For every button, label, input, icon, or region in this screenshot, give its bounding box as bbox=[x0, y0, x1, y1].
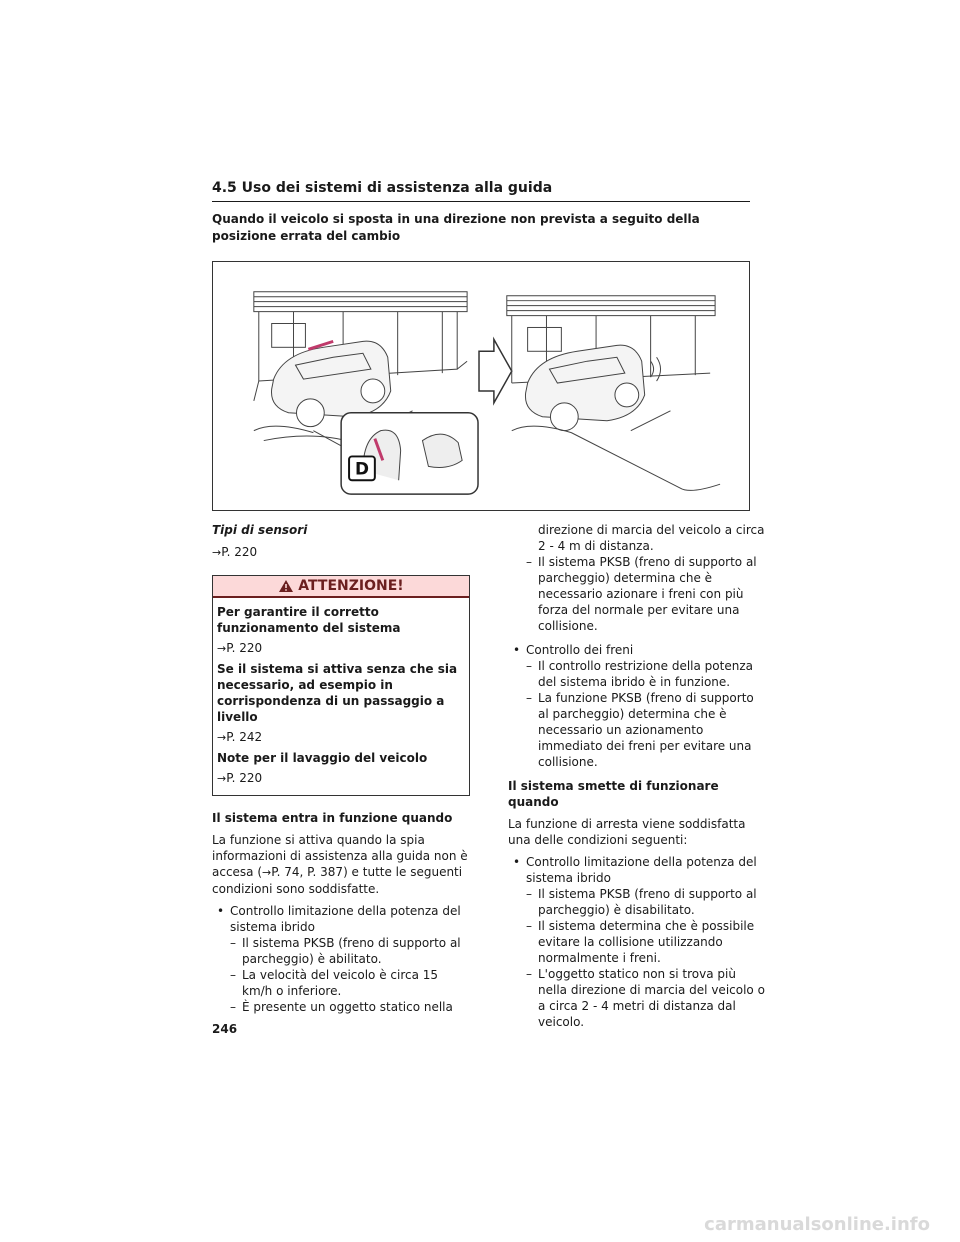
activation-sub-item: – La velocità del veicolo è circa 15 km/h o inferiore. bbox=[230, 968, 439, 998]
ref-arrow-icon: → bbox=[217, 642, 227, 655]
deactivation-sub-item: – Il sistema PKSB (freno di supporto al parcheggio) è disabilitato. bbox=[526, 887, 757, 917]
transition-arrow-icon bbox=[479, 339, 512, 402]
ref-arrow-icon: → bbox=[212, 546, 222, 559]
page-number: 246 bbox=[212, 1022, 238, 1036]
activation-bullet: • Controllo dei freni bbox=[508, 642, 766, 658]
warning-item-heading: Se il sistema si attiva senza che sia necessario, ad esempio in corrispondenza di un passaggio a livello bbox=[217, 662, 458, 724]
activation-bullet: • Controllo limitazione della potenza del sistema ibrido bbox=[212, 903, 470, 935]
gear-d-badge bbox=[349, 456, 375, 480]
activation-intro-refs[interactable]: P. 74, P. 387 bbox=[271, 865, 344, 879]
ref-arrow-icon: → bbox=[262, 866, 272, 879]
right-column bbox=[508, 522, 766, 1030]
warning-header bbox=[213, 576, 469, 598]
warning-item-ref[interactable]: →P. 220 bbox=[217, 641, 263, 655]
right-bins-icon bbox=[528, 327, 562, 351]
activation-sub-item: – La funzione PKSB (freno di supporto al parcheggio) determina che è necessario un azionamento immediato dei freni per evitare una collisione. bbox=[526, 691, 754, 769]
left-bins-icon bbox=[272, 324, 306, 348]
warning-item-heading: Note per il lavaggio del veicolo bbox=[217, 751, 428, 765]
deactivation-sub-item: – Il sistema determina che è possibile evitare la collisione utilizzando normalmente i freni. bbox=[526, 919, 755, 965]
activation-sub-item: – Il sistema PKSB (freno di supporto al parcheggio) determina che è necessario azionare i freni con più forza del normale per evitare una collisione. bbox=[526, 555, 757, 633]
parking-illustration bbox=[212, 261, 750, 511]
gear-letter: D bbox=[354, 458, 369, 479]
warning-body bbox=[213, 598, 469, 795]
sensor-types-ref[interactable]: →P. 220 bbox=[212, 545, 258, 559]
activation-sub-item: – Il controllo restrizione della potenza del sistema ibrido è in funzione. bbox=[526, 659, 753, 689]
sensor-types-heading: Tipi di sensori bbox=[212, 523, 308, 537]
ref-arrow-icon: → bbox=[217, 772, 227, 785]
warning-title: ATTENZIONE! bbox=[298, 578, 404, 594]
activation-heading: Il sistema entra in funzione quando bbox=[212, 811, 453, 825]
warning-item-heading: Per garantire il corretto funzionamento del sistema bbox=[217, 605, 401, 635]
warning-box bbox=[212, 575, 470, 796]
watermark: carmanualsonline.info bbox=[704, 1214, 930, 1235]
deactivation-bullet: • Controllo limitazione della potenza del sistema ibrido bbox=[508, 854, 766, 886]
deactivation-heading: Il sistema smette di funzionare quando bbox=[508, 779, 719, 809]
activation-sub-continued: direzione di marcia del veicolo a circa 2 - 4 m di distanza. bbox=[538, 523, 765, 553]
activation-sub-item: – È presente un oggetto statico nella bbox=[230, 1000, 453, 1014]
deactivation-intro: La funzione di arresta viene soddisfatta una delle condizioni seguenti: bbox=[508, 817, 746, 847]
activation-sub-item: – Il sistema PKSB (freno di supporto al parcheggio) è abilitato. bbox=[230, 936, 461, 966]
activation-intro: La funzione si attiva quando la spia informazioni di assistenza alla guida non è accesa (→P. 74, P. 387) e tutte le seguenti condizioni sono soddisfatte. bbox=[212, 833, 468, 896]
intro-title: Quando il veicolo si sposta in una direzione non prevista a seguito della posizione errata del cambio bbox=[212, 212, 700, 243]
section-header: 4.5 Uso dei sistemi di assistenza alla guida bbox=[212, 180, 553, 196]
warning-item-ref[interactable]: →P. 220 bbox=[217, 771, 263, 785]
ref-arrow-icon: → bbox=[217, 731, 227, 744]
left-column bbox=[212, 522, 470, 1015]
parking-scene-drawing bbox=[213, 262, 749, 510]
deactivation-sub-item: – L'oggetto statico non si trova più nella direzione di marcia del veicolo o a circa 2 - 4 metri di distanza dal veicolo. bbox=[526, 967, 765, 1029]
warning-triangle-icon bbox=[278, 579, 294, 593]
warning-item-ref[interactable]: →P. 242 bbox=[217, 730, 263, 744]
header-rule bbox=[212, 201, 750, 202]
